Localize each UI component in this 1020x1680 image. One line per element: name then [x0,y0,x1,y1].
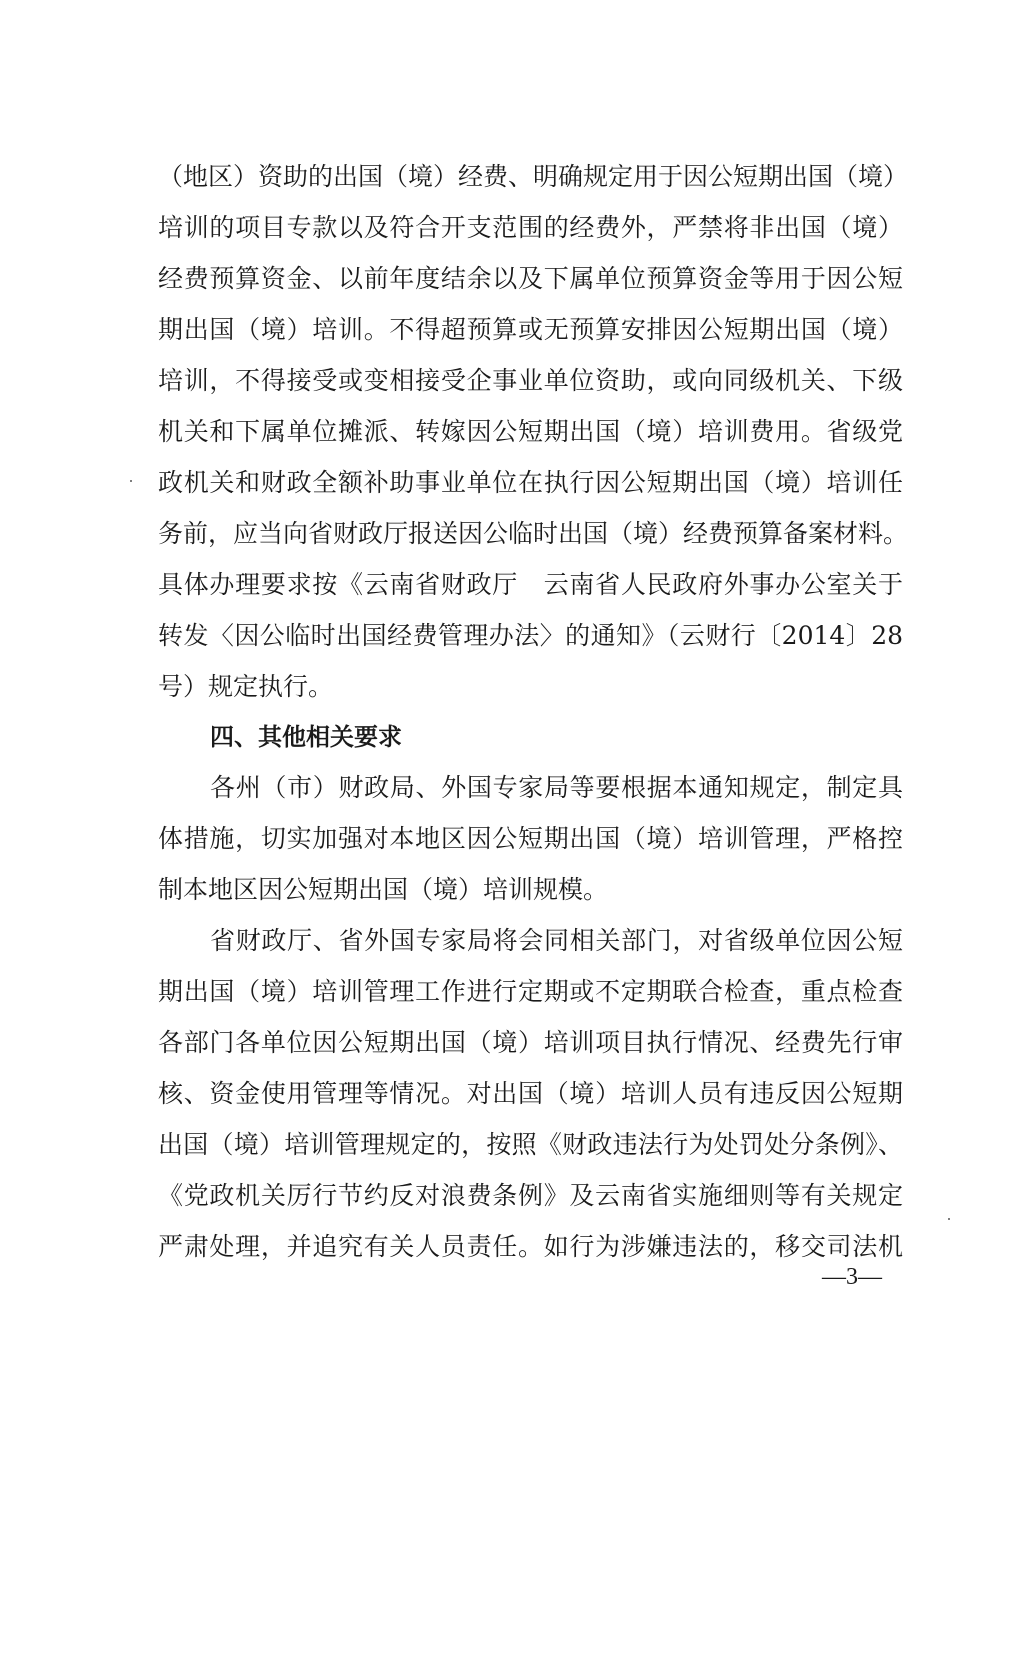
text-line: 培训的项目专款以及符合开支范围的经费外，严禁将非出国（境） [158,213,903,242]
text-line: 期出国（境）培训。不得超预算或无预算安排因公短期出国（境） [158,315,903,344]
text-line: 体措施，切实加强对本地区因公短期出国（境）培训管理，严格控 [158,824,903,853]
scan-speck [130,480,132,482]
text-line: 号）规定执行。 [158,672,334,701]
text-line: 转发〈因公临时出国经费管理办法〉的通知》（云财行〔2014〕28 [158,621,903,650]
page-number: —3— [822,1264,882,1290]
text-line: 各州（市）财政局、外国专家局等要根据本通知规定，制定具 [210,773,903,802]
text-line: 具体办理要求按《云南省财政厅 云南省人民政府外事办公室关于 [158,570,903,599]
text-line: 省财政厅、省外国专家局将会同相关部门，对省级单位因公短 [210,926,903,955]
text-line: 机关和下属单位摊派、转嫁因公短期出国（境）培训费用。省级党 [158,417,903,446]
text-line: 培训，不得接受或变相接受企事业单位资助，或向同级机关、下级 [158,366,903,395]
scan-speck [948,1218,950,1220]
text-line: 各部门各单位因公短期出国（境）培训项目执行情况、经费先行审 [158,1028,903,1057]
section-heading: 四、其他相关要求 [210,723,402,751]
text-line: 制本地区因公短期出国（境）培训规模。 [158,875,609,904]
text-line: （地区）资助的出国（境）经费、明确规定用于因公短期出国（境） [158,162,909,191]
text-line: 《党政机关厉行节约反对浪费条例》及云南省实施细则等有关规定 [158,1181,903,1210]
text-line: 经费预算资金、以前年度结余以及下属单位预算资金等用于因公短 [158,264,903,293]
text-line: 期出国（境）培训管理工作进行定期或不定期联合检查，重点检查 [158,977,903,1006]
text-line: 严肃处理，并追究有关人员责任。如行为涉嫌违法的，移交司法机 [158,1232,903,1261]
text-line: 务前，应当向省财政厅报送因公临时出国（境）经费预算备案材料。 [158,519,909,548]
text-line: 核、资金使用管理等情况。对出国（境）培训人员有违反因公短期 [158,1079,903,1108]
text-line: 政机关和财政全额补助事业单位在执行因公短期出国（境）培训任 [158,468,903,497]
text-line: 出国（境）培训管理规定的，按照《财政违法行为处罚处分条例》、 [158,1130,903,1159]
